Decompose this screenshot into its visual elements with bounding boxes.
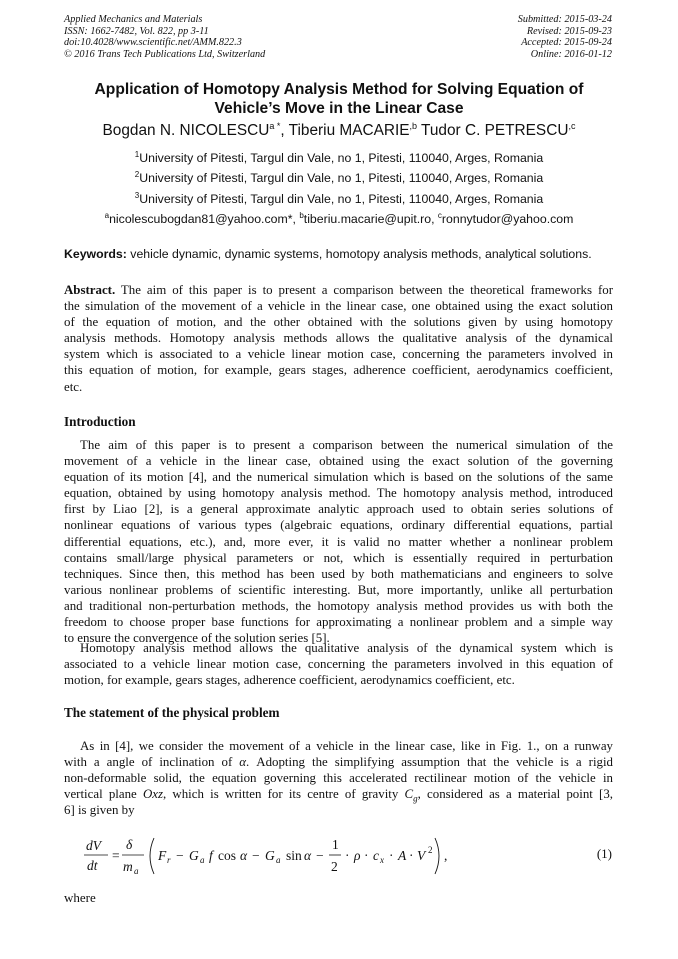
author-name: Tudor C. PETRESCU — [421, 122, 569, 140]
journal-issn: ISSN: 1662-7482, Vol. 822, pp 3-11 — [64, 25, 209, 37]
eq-lhs-numerator: dV — [86, 838, 101, 853]
equation-number: (1) — [596, 846, 612, 861]
eq-right-paren — [435, 838, 439, 874]
abstract-label: Abstract. — [64, 283, 116, 297]
svg-text:−: − — [252, 848, 260, 863]
author-sup: a * — [269, 121, 281, 131]
author-sup: ,b — [409, 121, 418, 131]
eq-lhs-denominator: dt — [87, 858, 98, 873]
journal-copyright: © 2016 Trans Tech Publications Ltd, Switzerland — [64, 48, 266, 60]
svg-text:c: c — [373, 848, 379, 863]
svg-text:cos: cos — [218, 848, 236, 863]
plane-symbol: Oxz — [142, 787, 164, 802]
eq-mass-sub: a — [134, 866, 139, 876]
svg-text:V: V — [417, 848, 426, 863]
date-online: Online: 2016-01-12 — [530, 48, 612, 60]
svg-text:G: G — [265, 848, 275, 863]
author-list: Bogdan N. $NICOLESCU^{a *}$, Tiberiu $MACARIE^{,b}$ Tudor C. $PETRESCU^{,c}$ — [102, 121, 576, 140]
paper-title — [60, 80, 618, 118]
eq-mass: m — [123, 859, 133, 874]
journal-doi[interactable]: doi:10.4028/www.scientific.net/AMM.822.3 — [64, 37, 242, 49]
email-link[interactable]: nicolescubogdan81@yahoo.com*, — [109, 212, 300, 227]
svg-text:G: G — [189, 848, 199, 863]
svg-text:sin: sin — [286, 848, 302, 863]
affiliation-2: $^2$University of Pitesti, Targul din Vale, no 1, Pitesti, 110040, Arges, Romania — [134, 170, 544, 186]
svg-text:x: x — [380, 855, 384, 865]
introduction-paragraph-2: Homotopy analysis method allows the qualitative analysis of the dynamical system which is associated to a vehicle linear motion case, concerning the parameters involved in this equation of motion, for example, gears stages, adherence coefficient, aerodynamics coefficient, etc. — [64, 641, 613, 688]
svg-text:−: − — [316, 848, 324, 863]
journal-header-right — [518, 14, 612, 60]
where-text: where — [64, 890, 96, 905]
svg-text:a: a — [200, 855, 205, 865]
author-emails: $^a$nicolescubogdan81@yahoo.com*, $^b$tiberiu.macarie@upit.ro, $^c$ronnytudor@yahoo.com — [104, 211, 574, 227]
section-heading-statement: The statement of the physical problem — [64, 705, 280, 720]
section-heading-introduction: Introduction — [64, 414, 136, 429]
abstract: Abstract. The aim of this paper is to present a comparison between the theoretical frameworks for the simulation of the movement of a vehicle in the linear case, one obtained using the exact solution of the equation of motion, and the other obtained with the solutions given by using homotopy analysis methods. Homotopy analysis methods allows the qualitative analysis of the dynamical system which is associated to a vehicle linear motion case, concerning the parameters involved in this equation of motion, for example, gears stages, adherence coefficient, aerodynamics coefficient, etc. — [64, 283, 613, 394]
eq-equals: = — [112, 848, 120, 863]
statement-paragraph: As in [4], we consider the movement of a vehicle in the linear case, like in Fig. 1., on a runway with a angle of inclination of α. Adopting the simplifying assumption that the vehicle is a rigid non-deformable solid, the equation governing this accelerated rectilinear motion of the vehicle in vertical plane Oxz, which is written for its centre of gravity $C_g$, considered as a material point [3, 6] is given by — [64, 739, 614, 818]
eq-left-paren — [150, 838, 154, 874]
keywords-text: vehicle dynamic, dynamic systems, homotopy analysis methods, analytical solutions. — [126, 247, 592, 261]
keywords-label: Keywords: — [64, 247, 127, 261]
svg-text:f: f — [209, 848, 213, 863]
svg-text:α: α — [304, 848, 312, 863]
email-link[interactable]: ronnytudor@yahoo.com — [441, 212, 574, 227]
svg-text:,: , — [444, 848, 448, 863]
svg-text:−: − — [176, 848, 184, 863]
alpha-symbol: α — [239, 755, 247, 770]
svg-text:ρ: ρ — [354, 848, 361, 863]
keywords — [64, 247, 614, 261]
svg-text:·: · — [364, 848, 369, 863]
date-submitted: Submitted: 2015-03-24 — [517, 14, 612, 25]
svg-text:2: 2 — [331, 859, 338, 874]
equation-1 — [84, 832, 624, 880]
svg-text:·: · — [409, 848, 414, 863]
svg-text:·: · — [389, 848, 394, 863]
svg-text:2: 2 — [428, 845, 433, 855]
svg-text:F: F — [158, 848, 167, 863]
date-revised: Revised: 2015-09-23 — [526, 25, 612, 37]
author-name: Tiberiu MACARIE — [288, 122, 410, 140]
email-link[interactable]: tiberiu.macarie@upit.ro, — [303, 212, 438, 227]
author-sup: ,c — [568, 121, 576, 131]
svg-text:α: α — [240, 848, 248, 863]
affiliation-3: $^3$University of Pitesti, Targul din Vale, no 1, Pitesti, 110040, Arges, Romania — [134, 191, 544, 207]
journal-name: Applied Mechanics and Materials — [64, 14, 203, 25]
author-name: Bogdan N. NICOLESCU — [102, 122, 270, 140]
svg-text:A: A — [398, 848, 407, 863]
title-line-2: Vehicle’s Move in the Linear Case — [214, 100, 464, 117]
introduction-paragraph-1: The aim of this paper is to present a comparison between the numerical simulation of the movement of a vehicle in the linear case, obtained using the exact solution of the governing equation of its motion [4], and the numerical simulation which is based on the solutions of the same equation, obtained by using homotopy analysis method. The homotopy analysis method, introduced first by Liao [2], is a general approximate analytic approach used to obtain series solutions of nonlinear equations of various types (algebraic equations, ordinary differential equations, partial differential equations, etc.), and, more ever, it is valid no matter whether a nonlinear problem contains small/large physical parameters or not, which is essentially required in perturbation techniques. Since then, this method has been used by both mathematicians and engineers to solve various nonlinear problems of scientific interesting. But, more importantly, unlike all perturbation and traditional non-perturbation methods, the homotopy analysis method provides us with both the freedom to choose proper base functions for approximating a nonlinear problem and a simple way to ensure the convergence of the solution series [5]. — [64, 438, 613, 646]
title-line-1: Application of Homotopy Analysis Method for Solving Equation of — [94, 81, 584, 98]
svg-text:1: 1 — [332, 837, 339, 852]
journal-header-left — [64, 14, 265, 60]
affiliation-1: $^1$University of Pitesti, Targul din Vale, no 1, Pitesti, 110040, Arges, Romania — [134, 150, 544, 166]
svg-text:r: r — [167, 855, 171, 865]
cg-symbol: C — [404, 787, 414, 802]
eq-delta: δ — [126, 837, 133, 852]
svg-text:a: a — [276, 855, 281, 865]
date-accepted: Accepted: 2015-09-24 — [521, 37, 612, 49]
svg-text:·: · — [345, 848, 350, 863]
